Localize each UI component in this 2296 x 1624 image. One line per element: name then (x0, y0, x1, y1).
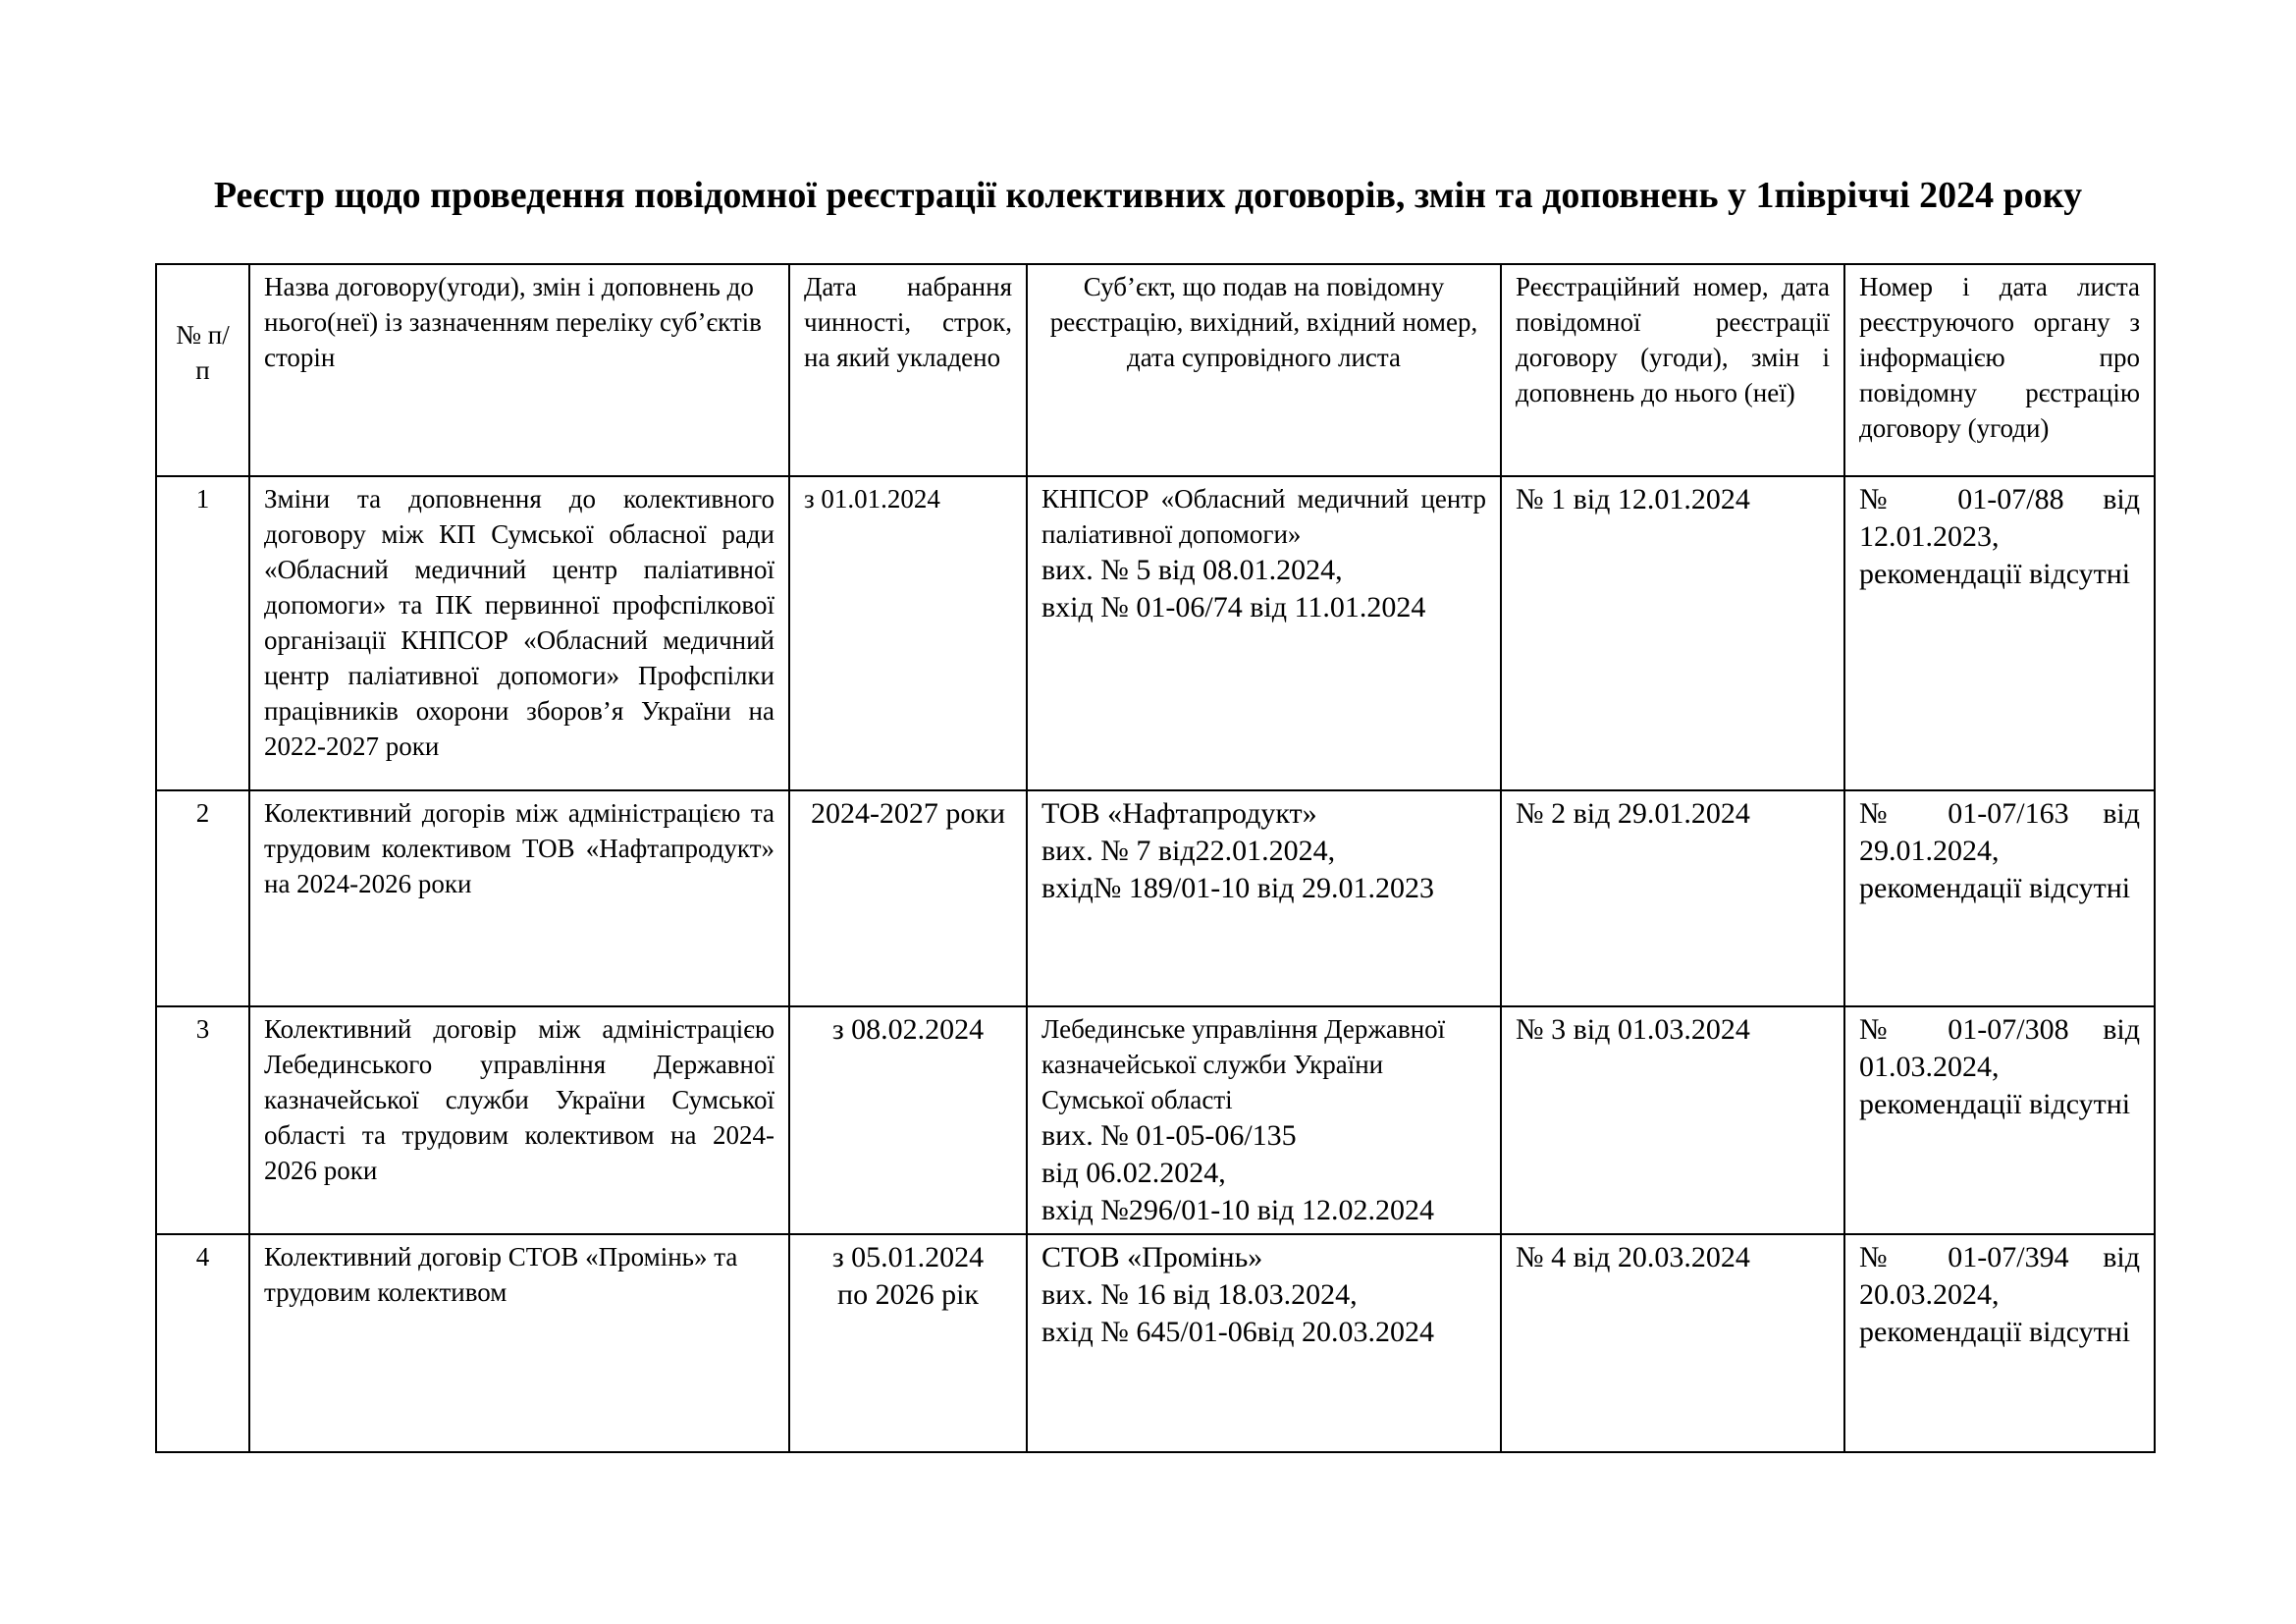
row-subject (1027, 476, 1501, 790)
subject-incoming: вхід№ 189/01-10 від 29.01.2023 (1041, 872, 1434, 904)
row-date: з 05.01.2024 по 2026 рік (789, 1234, 1027, 1452)
header-num: № п/п (156, 264, 249, 476)
header-date: Дата набрання чинності, строк, на який укладено (789, 264, 1027, 476)
letter-recommendations: рекомендації відсутні (1859, 872, 2131, 904)
table-row (156, 1234, 2155, 1452)
letter-recommendations: рекомендації відсутні (1859, 1088, 2131, 1120)
document-title: Реєстр щодо проведення повідомної реєстрації колективних договорів, змін та доповнень у 1півріччі 2024 року (213, 175, 2083, 216)
subject-incoming: вхід №296/01-10 від 12.02.2024 (1041, 1194, 1434, 1226)
row-num: 3 (156, 1006, 249, 1234)
letter-number: № 01-07/163 від (1859, 797, 2140, 830)
row-reg: № 4 від 20.03.2024 (1501, 1234, 1844, 1452)
header-subject: Суб’єкт, що подав на повідомну реєстрацію, вихідний, вхідний номер, дата супровідного листа (1027, 264, 1501, 476)
row-num: 2 (156, 790, 249, 1006)
subject-org: Лебединське управління Державної казначейської служби України Сумської області (1041, 1014, 1446, 1114)
row-reg: № 2 від 29.01.2024 (1501, 790, 1844, 1006)
row-letter (1844, 1006, 2155, 1234)
registry-table (155, 263, 2156, 1453)
row-subject (1027, 790, 1501, 1006)
row-num: 4 (156, 1234, 249, 1452)
subject-org: ТОВ «Нафтапродукт» (1041, 797, 1317, 830)
table-row (156, 1006, 2155, 1234)
header-reg: Реєстраційний номер, дата повідомної реєстрації договору (угоди), змін і доповнень до нього (неї) (1501, 264, 1844, 476)
subject-outgoing: вих. № 16 від 18.03.2024, (1041, 1278, 1358, 1311)
letter-number: № 01-07/394 від (1859, 1241, 2140, 1273)
row-date: з 08.02.2024 (789, 1006, 1027, 1234)
subject-incoming: вхід № 01-06/74 від 11.01.2024 (1041, 591, 1426, 623)
row-letter (1844, 790, 2155, 1006)
subject-org: СТОВ «Промінь» (1041, 1241, 1263, 1273)
subject-outgoing: вих. № 5 від 08.01.2024, (1041, 554, 1343, 586)
row-name: Зміни та доповнення до колективного договору між КП Сумської обласної ради «Обласний медичний центр паліативної допомоги» та ПК первинної профспілкової організації КНПСОР «Обласний медичний центр паліативної допомоги» Профспілки працівників охорони зборов’я України на 2022-2027 роки (249, 476, 789, 790)
row-letter (1844, 1234, 2155, 1452)
letter-recommendations: рекомендації відсутні (1859, 558, 2131, 590)
table-row (156, 790, 2155, 1006)
letter-date: 12.01.2023, (1859, 520, 2000, 553)
header-name: Назва договору(угоди), змін і доповнень до нього(неї) із зазначенням переліку суб’єктів сторін (249, 264, 789, 476)
row-name: Колективний договір СТОВ «Промінь» та трудовим колективом (249, 1234, 789, 1452)
row-subject (1027, 1006, 1501, 1234)
letter-number: № 01-07/88 від (1859, 483, 2140, 515)
row-date: з 01.01.2024 (789, 476, 1027, 790)
row-reg: № 3 від 01.03.2024 (1501, 1006, 1844, 1234)
letter-date: 01.03.2024, (1859, 1051, 2000, 1083)
letter-recommendations: рекомендації відсутні (1859, 1316, 2131, 1348)
row-subject (1027, 1234, 1501, 1452)
subject-org: КНПСОР «Обласний медичний центр паліативної допомоги» (1041, 484, 1486, 549)
subject-incoming: вхід № 645/01-06від 20.03.2024 (1041, 1316, 1434, 1348)
table-row (156, 476, 2155, 790)
row-num: 1 (156, 476, 249, 790)
header-letter: Номер і дата листа реєструючого органу з інформацією про повідомну рєстрацію договору (угоди) (1844, 264, 2155, 476)
row-date: 2024-2027 роки (789, 790, 1027, 1006)
row-reg: № 1 від 12.01.2024 (1501, 476, 1844, 790)
table-header-row (156, 264, 2155, 476)
row-letter (1844, 476, 2155, 790)
letter-number: № 01-07/308 від (1859, 1013, 2140, 1046)
row-name: Колективний догорів між адміністрацією та трудовим колективом ТОВ «Нафтапродукт» на 2024-2026 роки (249, 790, 789, 1006)
row-name: Колективний договір між адміністрацією Лебединського управління Державної казначейської служби України Сумської області та трудовим колективом на 2024-2026 роки (249, 1006, 789, 1234)
subject-outgoing: вих. № 01-05-06/135 від 06.02.2024, (1041, 1119, 1297, 1189)
letter-date: 20.03.2024, (1859, 1278, 2000, 1311)
subject-outgoing: вих. № 7 від22.01.2024, (1041, 835, 1336, 867)
letter-date: 29.01.2024, (1859, 835, 2000, 867)
